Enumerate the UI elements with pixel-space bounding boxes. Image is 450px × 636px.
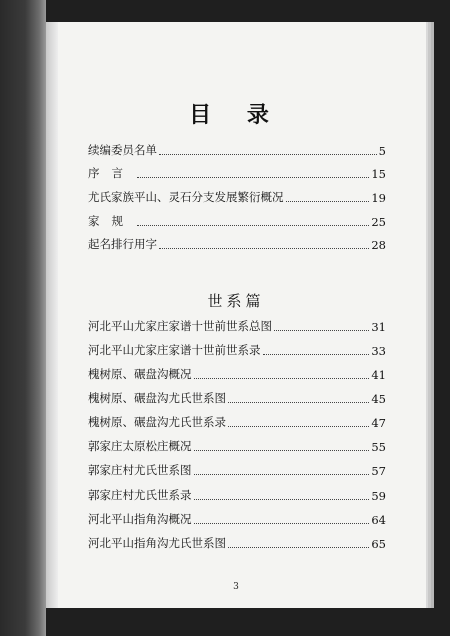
toc-entry-page: 64 (371, 513, 386, 527)
toc-entry-page: 55 (371, 440, 386, 454)
toc-entry-page: 19 (371, 191, 386, 205)
toc-entry-label: 郭家庄村尤氏世系图 (88, 463, 192, 477)
toc-entry-page: 65 (371, 537, 386, 551)
page-title: 目 录 (189, 102, 283, 128)
toc-entry (88, 535, 386, 551)
toc-entry (88, 366, 386, 382)
toc-entry (88, 414, 386, 430)
toc-entry-label: 续编委员名单 (88, 143, 157, 157)
toc-entry-label: 河北平山指角沟概况 (88, 512, 192, 526)
toc-entry (88, 438, 386, 454)
toc-entry-page: 57 (371, 464, 386, 478)
toc-leader-dots (194, 378, 370, 379)
toc-entry-page: 45 (371, 392, 386, 406)
toc-entry-page: 47 (371, 416, 386, 430)
toc-entry (88, 165, 386, 181)
toc-entry-label: 郭家庄村尤氏世系录 (88, 488, 192, 502)
toc-leader-dots (137, 177, 369, 178)
toc-entry-label: 河北平山指角沟尤氏世系图 (88, 536, 226, 550)
toc-leader-dots (137, 225, 369, 226)
toc-entry (88, 462, 386, 478)
toc-leader-dots (228, 426, 369, 427)
book-page (46, 22, 426, 608)
toc-entry-label: 河北平山尤家庄家谱十世前世系录 (88, 343, 261, 357)
scan-background-left (0, 0, 46, 636)
toc-entry-page: 59 (371, 489, 386, 503)
toc-leader-dots (194, 474, 370, 475)
toc-leader-dots (228, 402, 369, 403)
toc-leader-dots (194, 523, 370, 524)
toc-entry-label: 槐树原、碾盘沟尤氏世系图 (88, 391, 226, 405)
toc-entry (88, 511, 386, 527)
toc-entry-label: 家规 (88, 214, 135, 228)
toc-entry-page: 15 (371, 167, 386, 181)
toc-entry-label: 序言 (88, 166, 135, 180)
toc-entry (88, 342, 386, 358)
toc-entry-page: 31 (371, 320, 386, 334)
toc-leader-dots (228, 547, 369, 548)
toc-entry-page: 25 (371, 215, 386, 229)
toc-leader-dots (194, 450, 370, 451)
toc-entry-label: 郭家庄太原松庄概况 (88, 439, 192, 453)
toc-leader-dots (159, 248, 369, 249)
toc-entry (88, 189, 386, 205)
toc-leader-dots (274, 330, 369, 331)
toc-entry (88, 390, 386, 406)
toc-leader-dots (194, 499, 370, 500)
toc-entry-page: 28 (371, 238, 386, 252)
toc-entry-label: 槐树原、碾盘沟概况 (88, 367, 192, 381)
toc-entry-label: 起名排行用字 (88, 237, 157, 251)
toc-entry (88, 487, 386, 503)
toc-entry (88, 213, 386, 229)
toc-entry-label: 尤氏家族平山、灵石分支发展繁衍概况 (88, 190, 284, 204)
toc-entry-label: 河北平山尤家庄家谱十世前世系总图 (88, 319, 272, 333)
toc-entry (88, 236, 386, 252)
toc-leader-dots (263, 354, 370, 355)
toc-entry (88, 318, 386, 334)
toc-leader-dots (159, 154, 377, 155)
toc-entry-page: 33 (371, 344, 386, 358)
toc-entry (88, 142, 386, 158)
toc-leader-dots (286, 201, 370, 202)
section-heading: 世系篇 (207, 292, 265, 310)
toc-entry-page: 5 (378, 144, 386, 158)
page-number: 3 (233, 582, 239, 592)
toc-entry-label: 槐树原、碾盘沟尤氏世系录 (88, 415, 226, 429)
toc-entry-page: 41 (371, 368, 386, 382)
